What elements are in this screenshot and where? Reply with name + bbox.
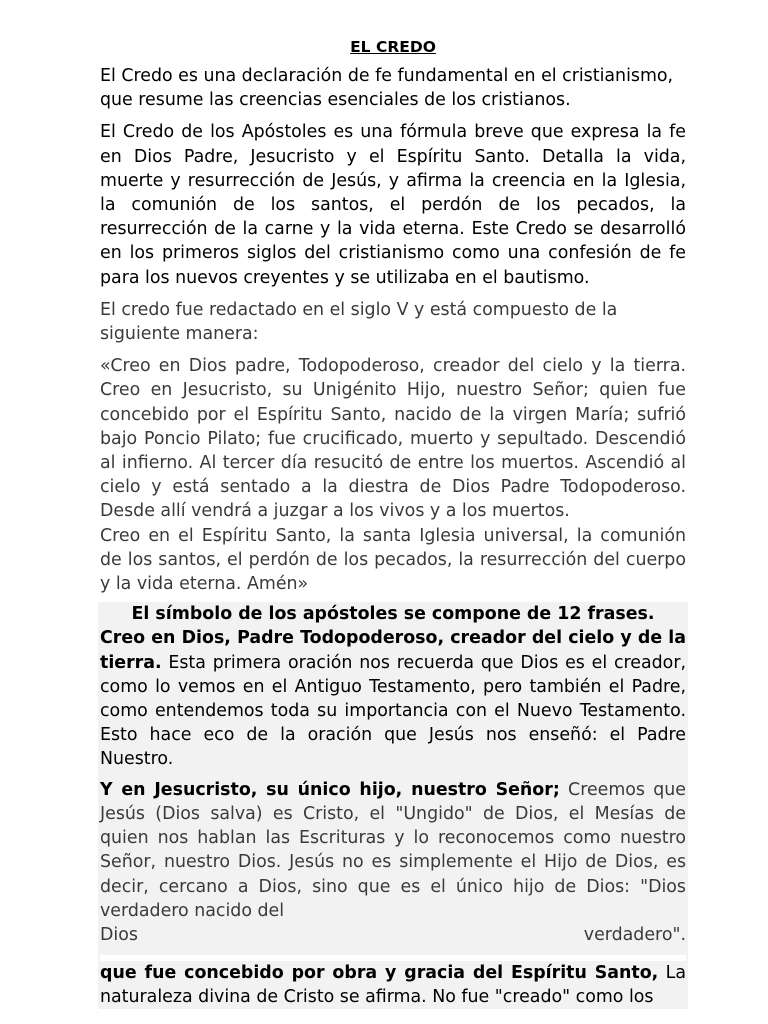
apostles-creed-paragraph: El Credo de los Apóstoles es una fórmula breve que expresa la fe en Dios Padre, Jesucristo y el Espíritu Santo. Detalla la vida, muerte y resurrección de Jesús, y afirma la creencia en la Iglesia, la comunión de los santos, el perdón de los pecados, la resurrección de la carne y la vida eterna. Este Credo se desarrolló en los primeros siglos del cristianismo como una confesión de fe para los nuevos creyentes y se utilizaba en el bautismo. xyxy=(100,122,686,288)
phrase-2-paragraph xyxy=(100,778,686,923)
phrase-2-title: Y en Jesucristo, su único hijo, nuestro Señor; xyxy=(100,779,560,800)
phrase-2-last-line xyxy=(100,923,686,955)
phrase-2-end-left: Dios xyxy=(100,924,138,945)
creed-quote-part-1: «Creo en Dios padre, Todopoderoso, creador del cielo y la tierra. Creo en Jesucristo, su Unigénito Hijo, nuestro Señor; quien fue concebido por el Espíritu Santo, nacido de la virgen María; sufrió bajo Poncio Pilato; fue crucificado, muerto y sepultado. Descendió al infierno. Al tercer día resucitó de entre los muertos. Ascendió al cielo y está sentado a la diestra de Dios Padre Todopoderoso. Desde allí vendrá a juzgar a los vivos y a los muertos. xyxy=(100,356,686,522)
intro-paragraph: El Credo es una declaración de fe fundamental en el cristianismo, que resume las creencias esenciales de los cristianos. xyxy=(100,66,674,111)
written-paragraph: El credo fue redactado en el siglo V y está compuesto de la siguiente manera: xyxy=(100,299,618,345)
phrase-1-paragraph xyxy=(100,626,686,771)
phrase-2-text: Creemos que Jesús (Dios salva) es Cristo, el "Ungido" de Dios, el Mesías de quien nos hablan las Escrituras y lo reconocemos como nuestro Señor, nuestro Dios. Jesús no es simplemente el Hijo de Dios, es decir, cercano a Dios, sino que es el único hijo de Dios: "Dios verdadero nacido del xyxy=(100,779,687,921)
twelve-phrases-section xyxy=(98,602,688,1009)
phrase-3-text: La naturaleza divina de Cristo se afirma. No fue "creado" como los xyxy=(100,963,686,1008)
phrase-1-title: Creo en Dios, Padre Todopoderoso, creador del cielo y de la tierra. xyxy=(100,628,686,673)
document-title: EL CREDO xyxy=(350,38,436,56)
phrase-1-text: Esta primera oración nos recuerda que Dios es el creador, como lo vemos en el Antiguo Testamento, pero también el Padre, como entendemos toda su importancia con el Nuevo Testamento. Esto hace eco de la oración que Jesús nos enseñó: el Padre Nuestro. xyxy=(100,652,686,770)
phrase-3-clip xyxy=(100,961,686,1009)
phrase-3-title: que fue concebido por obra y gracia del Espíritu Santo, xyxy=(100,963,659,984)
document-page xyxy=(100,36,686,1009)
creed-quote-part-2: Creo en el Espíritu Santo, la santa Iglesia universal, la comunión de los santos, el perdón de los pecados, la resurrección del cuerpo y la vida eterna. Amén» xyxy=(100,525,686,595)
phrase-2-end-right: verdadero". xyxy=(583,924,686,945)
symbol-heading: El símbolo de los apóstoles se compone de 12 frases. xyxy=(131,604,655,625)
phrase-3-paragraph xyxy=(100,961,686,1009)
